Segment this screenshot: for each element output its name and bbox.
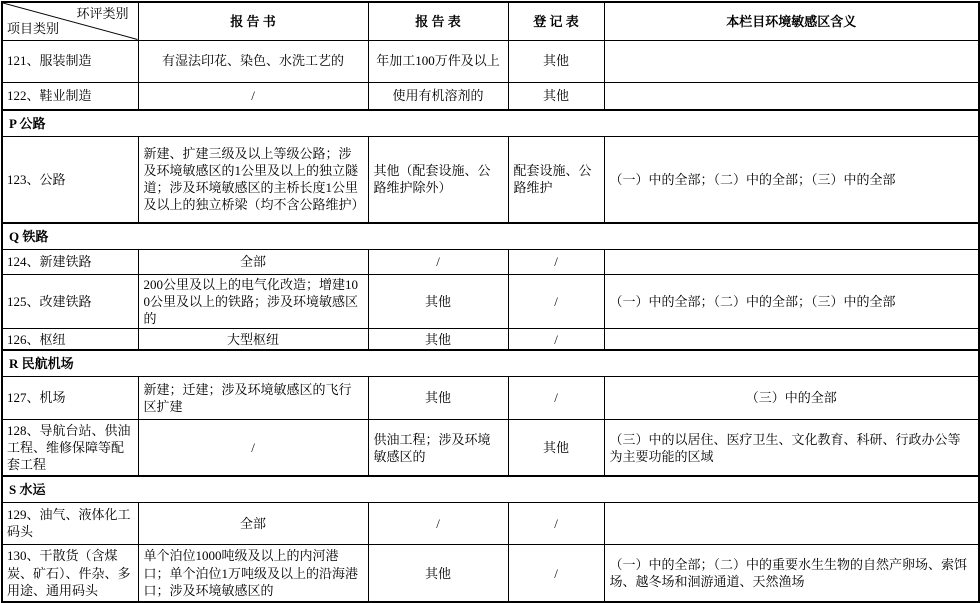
section-label: Q 铁路 (2, 223, 979, 249)
header-report-form: 报 告 表 (368, 2, 508, 40)
header-project-category-label: 项目类别 (7, 21, 60, 37)
header-registration-form: 登 记 表 (508, 2, 604, 40)
cell-registration-form: / (508, 376, 604, 419)
cell-report-book: 单个泊位1000吨级及以上的内河港口；单个泊位1万吨级及以上的沿海港口；涉及环境敏感区的 (138, 544, 368, 602)
classification-table (1, 1, 980, 603)
table-row (2, 136, 979, 223)
cell-report-form: 其他 (368, 328, 508, 350)
table-row (2, 249, 979, 274)
cell-registration-form: / (508, 328, 604, 350)
cell-project-category: 128、导航台站、供油工程、维修保障等配套工程 (2, 419, 138, 476)
cell-report-form: / (368, 249, 508, 274)
cell-report-book: 新建、扩建三级及以上等级公路；涉及环境敏感区的1公里及以上的独立隧道；涉及环境敏感区的主桥长度1公里及以上的独立桥梁（均不含公路维护） (138, 136, 368, 223)
header-row (2, 2, 979, 40)
cell-sensitive-area-meaning: （一）中的全部；（二）中的重要水生生物的自然产卵场、索饵场、越冬场和洄游通道、天然渔场 (604, 544, 979, 602)
header-report-book: 报 告 书 (138, 2, 368, 40)
cell-report-book: 200公里及以上的电气化改造；增建100公里及以上的铁路；涉及环境敏感区的 (138, 274, 368, 328)
table-row (2, 502, 979, 544)
cell-report-book: 全部 (138, 249, 368, 274)
cell-report-book: 全部 (138, 502, 368, 544)
section-row (2, 223, 979, 249)
cell-report-form: 使用有机溶剂的 (368, 82, 508, 110)
cell-report-form: 其他 (368, 544, 508, 602)
cell-project-category: 124、新建铁路 (2, 249, 138, 274)
cell-report-book: 大型枢纽 (138, 328, 368, 350)
section-row (2, 110, 979, 136)
cell-sensitive-area-meaning: （一）中的全部；（二）中的全部；（三）中的全部 (604, 274, 979, 328)
cell-sensitive-area-meaning (604, 328, 979, 350)
cell-sensitive-area-meaning (604, 502, 979, 544)
cell-registration-form: / (508, 502, 604, 544)
section-row (2, 476, 979, 502)
table-row (2, 376, 979, 419)
cell-report-form: 其他 (368, 376, 508, 419)
table-row (2, 419, 979, 476)
table-row (2, 328, 979, 350)
cell-sensitive-area-meaning: （三）中的全部 (604, 376, 979, 419)
cell-registration-form: 其他 (508, 40, 604, 82)
cell-project-category: 122、鞋业制造 (2, 82, 138, 110)
cell-report-form: 其他 (368, 274, 508, 328)
cell-registration-form: / (508, 274, 604, 328)
cell-project-category: 129、油气、液体化工码头 (2, 502, 138, 544)
cell-project-category: 121、服装制造 (2, 40, 138, 82)
cell-report-book: / (138, 419, 368, 476)
table-row (2, 40, 979, 82)
cell-project-category: 130、干散货（含煤炭、矿石）、件杂、多用途、通用码头 (2, 544, 138, 602)
cell-sensitive-area-meaning (604, 82, 979, 110)
table-row (2, 82, 979, 110)
section-row (2, 350, 979, 376)
cell-report-form: 供油工程；涉及环境敏感区的 (368, 419, 508, 476)
cell-project-category: 123、公路 (2, 136, 138, 223)
cell-report-form: 其他（配套设施、公路维护除外） (368, 136, 508, 223)
section-label: R 民航机场 (2, 350, 979, 376)
cell-report-book: 有湿法印花、染色、水洗工艺的 (138, 40, 368, 82)
cell-project-category: 126、枢纽 (2, 328, 138, 350)
cell-project-category: 125、改建铁路 (2, 274, 138, 328)
section-label: P 公路 (2, 110, 979, 136)
cell-registration-form: / (508, 249, 604, 274)
cell-sensitive-area-meaning: （三）中的以居住、医疗卫生、文化教育、科研、行政办公等为主要功能的区域 (604, 419, 979, 476)
cell-report-form: 年加工100万件及以上 (368, 40, 508, 82)
cell-project-category: 127、机场 (2, 376, 138, 419)
cell-sensitive-area-meaning: （一）中的全部；（二）中的全部；（三）中的全部 (604, 136, 979, 223)
header-eia-category-label: 环评类别 (76, 6, 129, 21)
cell-registration-form: 其他 (508, 82, 604, 110)
cell-report-book: 新建；迁建；涉及环境敏感区的飞行区扩建 (138, 376, 368, 419)
header-sensitive-area-meaning: 本栏目环境敏感区含义 (604, 2, 979, 40)
cell-registration-form: 其他 (508, 419, 604, 476)
cell-report-book: / (138, 82, 368, 110)
table-row (2, 544, 979, 602)
cell-report-form: / (368, 502, 508, 544)
cell-registration-form: 配套设施、公路维护 (508, 136, 604, 223)
cell-sensitive-area-meaning (604, 249, 979, 274)
cell-sensitive-area-meaning (604, 40, 979, 82)
diagonal-header-cell (2, 2, 138, 40)
cell-registration-form: / (508, 544, 604, 602)
section-label: S 水运 (2, 476, 979, 502)
table-row (2, 274, 979, 328)
